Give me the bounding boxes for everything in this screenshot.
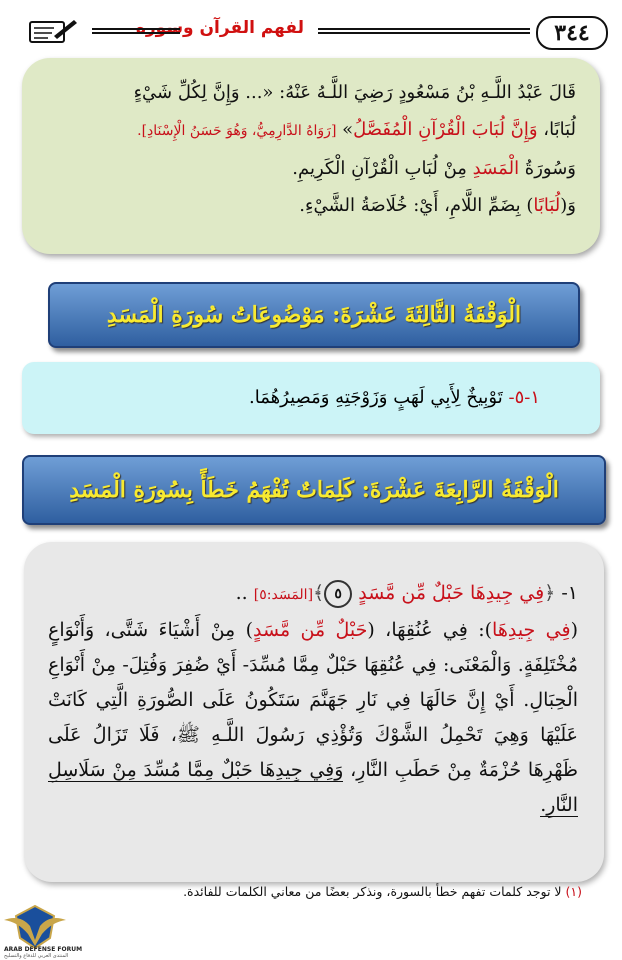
pen-writing-icon — [26, 14, 78, 48]
logo-caption-ar: المنتدى العربي للدفاع والتسليح — [4, 953, 69, 959]
underlined-sentence: وَفِي جِيدِهَا حَبْلٌ مِمَّا مُسِّدَ مِنْ سَلَاسِلِ النَّارِ. — [48, 759, 578, 816]
section-banner-14: الْوَقْفَةُ الرَّابِعَةَ عَشْرَةَ: كَلِمَاتٌ تُفْهَمُ خَطَأً بِسُورَةِ الْمَسَدِ — [22, 455, 606, 525]
footnote-text: لا توجد كلمات تفهم خطأ بالسورة، ونذكر بعضًا من معاني الكلمات للفائدة. — [183, 884, 566, 899]
quote-text — [42, 74, 576, 224]
quote-line-2: لُبَابًا، وَإِنَّ لُبَابَ الْقُرْآنِ الْمُفَصَّلُ» [رَوَاهُ الدَّارِمِيُّ، وَهُوَ حَسَنُ الْإِسْنَادِ]. — [137, 119, 576, 140]
header-rule-right — [318, 28, 530, 34]
quote-box — [22, 58, 600, 254]
quote-line-4: وَ(لُبَابًا) بِضَمِّ اللَّامِ، أَيْ: خُلَاصَةُ الشَّيْءِ. — [299, 195, 576, 216]
footnote-number: (١) — [565, 884, 582, 899]
ayah-number: ٥ — [324, 580, 352, 608]
ayah-line: ١- ﴿فِي جِيدِهَا حَبْلٌ مِّن مَّسَدٍ ٥﴾[المَسَد:٥] .. — [48, 576, 578, 613]
section-banner-13: الْوَقْفَةُ الثَّالِثَةَ عَشْرَةَ: مَوْضُوعَاتُ سُورَةِ الْمَسَدِ — [48, 282, 580, 348]
footnote — [80, 884, 582, 899]
topic-item-number: ١-٥- — [508, 387, 540, 408]
explanation-paragraph: (فِي جِيدِهَا): فِي عُنُقِهَا، (حَبْلٌ مِّن مَّسَدٍ) مِنْ أَشْيَاءَ شَتَّى، وَأَنْوَاعٍ مُخْتَلِفَةٍ. وَالْمَعْنَى: فِي عُنُقِهَا حَبْلٌ مِمَّا مُسِّدَ- أَيْ ضُفِرَ وَفُتِلَ- مِنْ أَنْوَاعِ الْحِبَالِ. أَيْ إِنَّ حَالَهَا فِي نَارِ جَهَنَّمَ سَتَكُونُ عَلَى الصُّورَةِ الَّتِي كَانَتْ عَلَيْهَا وَهِيَ تَحْمِلُ الشَّوْكَ وَتُؤْذِي رَسُولَ اللَّـهِ ﷺ، فَلَا تَزَالُ عَلَى ظَهْرِهَا حُزْمَةٌ مِنْ حَطَبِ النَّارِ، وَفِي جِيدِهَا حَبْلٌ مِمَّا مُسِّدَ مِنْ سَلَاسِلِ النَّارِ. — [48, 619, 579, 816]
quote-line-3: وَسُورَةُ الْمَسَدِ مِنْ لُبَابِ الْقُرْآنِ الْكَرِيمِ. — [292, 158, 576, 179]
header-rule-left — [92, 28, 180, 34]
page-number: ٣٤٤ — [536, 16, 608, 50]
header-title: لفهم القرآن وسوره — [135, 18, 304, 38]
topic-item-box — [22, 362, 600, 434]
quote-line-1: قَالَ عَبْدُ اللَّـهِ بْنُ مَسْعُودٍ رَضِيَ اللَّـهُ عَنْهُ: «... وَإِنَّ لِكُلِّ شَيْءٍ — [133, 82, 576, 103]
explanation-text — [48, 576, 578, 823]
page-header — [14, 14, 608, 54]
quote-reference: [رَوَاهُ الدَّارِمِيُّ، وَهُوَ حَسَنُ الْإِسْنَادِ]. — [137, 123, 337, 139]
ayah-text: فِي جِيدِهَا حَبْلٌ مِّن مَّسَدٍ — [358, 582, 545, 604]
topic-item-text: تَوْبِيخٌ لِأَبِي لَهَبٍ وَزَوْجَتِهِ وَمَصِيرُهُمَا. — [249, 387, 509, 408]
logo-caption-en: ARAB DEFENSE FORUM — [4, 946, 83, 953]
explanation-box — [24, 542, 604, 882]
ayah-reference: [المَسَد:٥] — [253, 587, 314, 603]
